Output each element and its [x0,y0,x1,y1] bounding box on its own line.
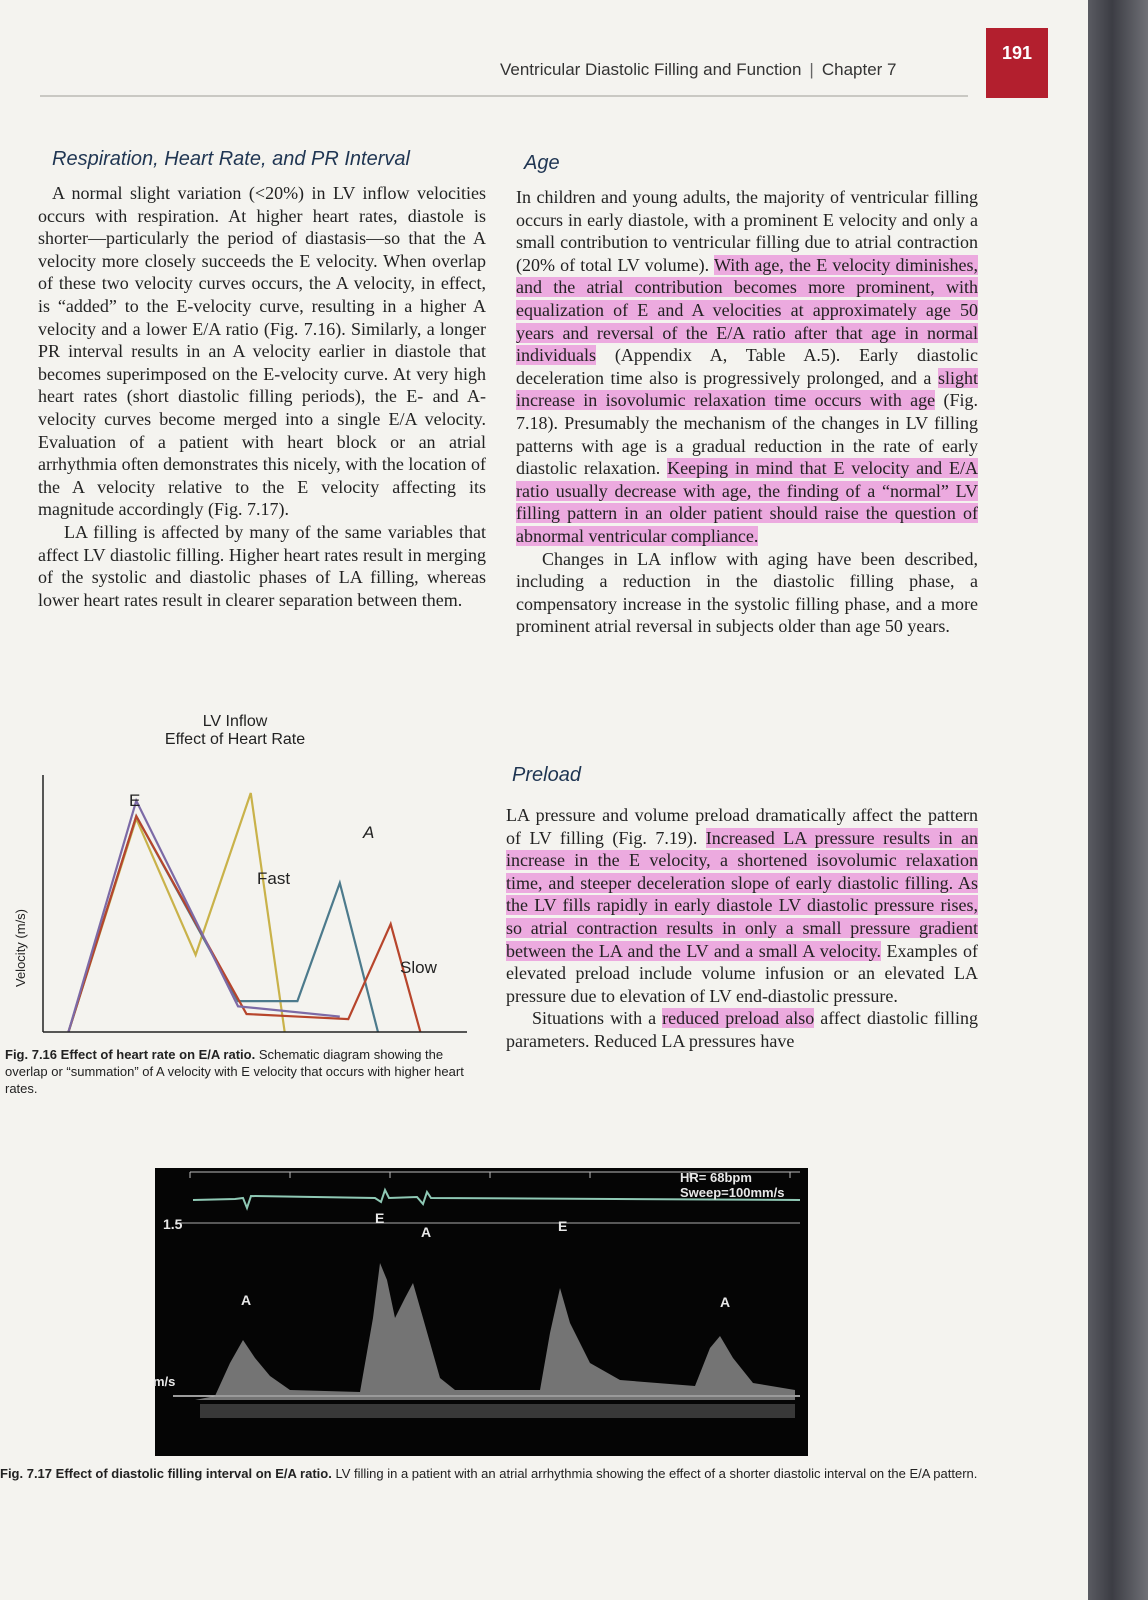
running-head: Ventricular Diastolic Filling and Function | Chapter 7 [500,60,897,79]
highlight-age-1: With age, the E velocity diminishes, and the atrial contribution becomes more prominent, with equalization of E and A velocities at approximately age 50 years and reversal of the E/A ratio after that age in normal individuals [516,254,979,366]
fig716-text: Schematic diagram showing the overlap or “summation” of A velocity with E velocity that occurs with higher heart rates. [5,1047,464,1096]
echo-scale-top: 1.5 [163,1216,183,1232]
fig717-text: LV filling in a patient with an atrial arrhythmia showing the effect of a shorter diastolic interval on the E/A pattern. [335,1466,978,1481]
chart-title [150,713,320,749]
chart-series-line-1 [68,793,284,1032]
paragraph-age-1 [516,186,978,548]
running-head-chapter: Chapter 7 [821,60,897,79]
paragraph-preload-2 [506,1007,978,1052]
chart-label-fast: Fast [257,869,291,888]
lv-inflow-chart [5,770,475,1040]
section-heading-age: Age [524,152,560,174]
age-text-b: (Appendix A, Table A.5). Early diastolic deceleration time also is progressively prolonged, and a [516,345,978,388]
paragraph-age-2: Changes in LA inflow with aging have been described, including a reduction in the diastolic filling phase, a compensatory increase in the systolic filling phase, and a more prominent atrial reversal in subjects older than age 50 years. [516,548,978,637]
paragraph-la-filling: LA filling is affected by many of the same variables that affect LV diastolic filling. Higher heart rates result in merging of the systolic and diastolic phases of LA filling, whereas lower heart rates result in clearer separation between them. [38,521,486,610]
echo-hr-sweep [680,1170,784,1200]
paragraph-preload-1 [506,804,978,1007]
figure-7-17-caption [0,1465,990,1482]
chart-subtitle: Effect of Heart Rate [164,731,306,748]
echo-sweep: Sweep=100mm/s [680,1185,785,1200]
age-text-a: In children and young adults, the majority of ventricular filling occurs in early diastole, with a prominent E velocity and only a small contribution to ventricular filling due to atrial contraction (20% of total LV volume). [516,187,978,275]
echo-label-a2: A [421,1224,432,1240]
y-axis-label: Velocity (m/s) [13,908,28,988]
chart-label-slow: Slow [400,958,437,977]
paragraph-respiration: A normal slight variation (<20%) in LV inflow velocities occurs with respiration. At higher heart rates, diastole is shorter—particularly the period of diastasis—so that the A velocity more closely succeeds the E velocity. When overlap of these two velocity curves occurs, the A velocity, in effect, is “added” to the E-velocity curve, resulting in a higher A velocity and a lower E/A ratio (Fig. 7.16). Similarly, a longer PR interval results in an A velocity earlier in diastole that becomes superimposed on the E-velocity curve. At very high heart rates (short diastolic filling periods), the E- and A-velocity curves become merged into a single E/A velocity. Evaluation of a patient with heart block or an atrial arrhythmia often demonstrates this nicely, with the location of the A velocity relative to the E velocity affecting its magnitude accordingly (Fig. 7.17). [38,183,486,520]
right-column-age-text [516,186,978,638]
echo-label-a3: A [720,1294,731,1310]
figure-7-16-caption [5,1046,467,1097]
echo-unit: m/s [153,1374,176,1389]
fig717-title: Effect of diastolic filling interval on E/A ratio. [55,1466,332,1481]
highlight-age-3: Keeping in mind that E velocity and E/A ratio usually decrease with age, the finding of a “normal” LV filling pattern in an older patient should raise the question of abnormal ventricular compliance. [516,458,979,546]
chart-title-line1: LV Inflow [202,713,268,730]
echo-label-e1: E [375,1210,385,1226]
fig716-title: Effect of heart rate on E/A ratio. [60,1047,256,1062]
page-number: 191 [986,28,1048,98]
doppler-echo-image [155,1168,808,1456]
age-text-c: (Fig. 7.18). Presumably the mechanism of the changes in LV filling patterns with age is a gradual reduction in the rate of early diastolic relaxation. [516,390,978,479]
fig716-label: Fig. 7.16 [5,1047,58,1062]
doppler-trace [155,1168,808,1456]
preload-text-b: Examples of elevated preload include volume infusion or an elevated LA pressure due to elevation of LV end-diastolic pressure. [506,940,978,1006]
highlight-preload-2: reduced preload also [662,1008,815,1029]
right-column-preload-text [506,804,978,1053]
chart-label-e: E [129,791,141,810]
chart-series-line-2 [68,816,378,1032]
highlight-age-2: slight increase in isovolumic relaxation time occurs with age [516,367,978,411]
echo-heart-rate: HR= 68bpm [680,1170,752,1185]
left-column-text [38,182,486,611]
highlight-preload-1: Increased LA pressure results in an increase in the E velocity, a shortened isovolumic relaxation time, and steeper deceleration slope of early diastolic filling. As the LV fills rapidly in early diastole LV diastolic pressure rises, so atrial contraction results in only a small pressure gradient between the LA and the LV and a small A velocity. [506,827,978,961]
header-rule [40,95,968,97]
preload-text-a: LA pressure and volume preload dramatically affect the pattern of LV filling (Fig. 7.19). [506,805,978,848]
fig717-label: Fig. 7.17 [0,1466,53,1481]
book-spine-edge [1088,0,1148,1600]
echo-label-e2: E [558,1218,568,1234]
preload2-text-a: Situations with a [532,1008,663,1029]
echo-label-a1: A [241,1292,252,1308]
section-heading-preload: Preload [512,764,581,786]
preload2-text-b: affect diastolic filling parameters. Reduced LA pressures have [506,1008,978,1051]
section-heading-respiration: Respiration, Heart Rate, and PR Interval [52,148,410,170]
running-head-title: Ventricular Diastolic Filling and Function [500,60,802,79]
chart-label-a: A [363,823,375,842]
